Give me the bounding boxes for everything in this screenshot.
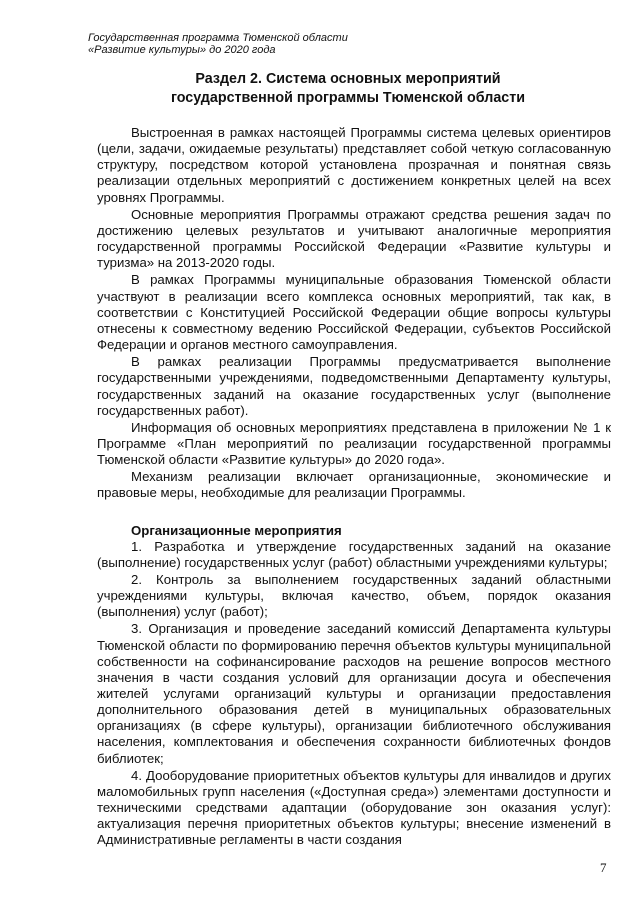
paragraph: Механизм реализации включает организационные, экономические и правовые меры, необходимые для реализации Программы.	[97, 469, 611, 501]
header-line-2: «Развитие культуры» до 2020 года	[88, 44, 276, 56]
page-number: 7	[600, 860, 607, 875]
header-line-1: Государственная программа Тюменской области	[88, 32, 348, 44]
list-item: 1. Разработка и утверждение государственных заданий на оказание (выполнение) государственных услуг (работ) областными учреждениями культуры;	[97, 538, 611, 570]
section-title	[88, 70, 608, 108]
paragraph: В рамках Программы муниципальные образования Тюменской области участвуют в реализации всего комплекса основных мероприятий, так как, в соответствии с Конституцией Российской Федерации общие вопросы культуры отнесены к совместному ведению Российской Федерации, субъектов Российской Федерации и органов местного самоуправления.	[97, 272, 611, 353]
paragraph: Выстроенная в рамках настоящей Программы система целевых ориентиров (цели, задачи, ожидаемые результаты) представляет собой четкую согласованную структуру, посредством которой установлена прозрачная и понятная связь реализации отдельных мероприятий с достижением конкретных целей на всех уровнях Программы.	[97, 125, 611, 205]
list-item: 3. Организация и проведение заседаний комиссий Департамента культуры Тюменской области по формированию перечня объектов культуры муниципальной собственности на софинансирование расходов на решение вопросов местного значения в части создания условий для организации досуга и обеспечения жителей услугами организаций культуры и организации предоставления дополнительного образования детей в муниципальных образовательных организациях (в сфере культуры), организации библиотечного обслуживания населения, комплектования и обеспечения сохранности библиотечных фондов библиотек;	[97, 621, 611, 766]
paragraph: Основные мероприятия Программы отражают средства решения задач по достижению целевых результатов и учитывают аналогичные мероприятия государственной программы Российской Федерации «Развитие культуры и туризма» на 2013-2020 годы.	[97, 206, 611, 271]
section-title-line-2: государственной программы Тюменской области	[170, 90, 526, 106]
paragraph: Информация об основных мероприятиях представлена в приложении № 1 к Программе «План мероприятий по реализации государственной программы Тюменской области «Развитие культуры» до 2020 года».	[97, 419, 611, 468]
list-item: 2. Контроль за выполнением государственных заданий областными учреждениями культуры, включая качество, объем, порядок оказания (выполнения) услуг (работ);	[97, 571, 611, 620]
paragraph: В рамках реализации Программы предусматривается выполнение государственными учреждениями, подведомственными Департаменту культуры, государственных заданий на оказание государственных услуг (выполнение государственных работ).	[97, 354, 611, 418]
subheading-organizational-measures: Организационные мероприятия	[131, 522, 342, 538]
body-text	[97, 125, 611, 850]
running-header	[88, 32, 348, 56]
section-title-line-1: Раздел 2. Система основных мероприятий	[195, 71, 501, 87]
list-item: 4. Дооборудование приоритетных объектов культуры для инвалидов и других маломобильных групп населения («Доступная среда») элементами доступности и техническими средствами адаптации (оборудование зон оказания услуг): актуализация перечня приоритетных объектов культуры; внесение изменений в Административные регламенты в части создания	[97, 767, 611, 848]
